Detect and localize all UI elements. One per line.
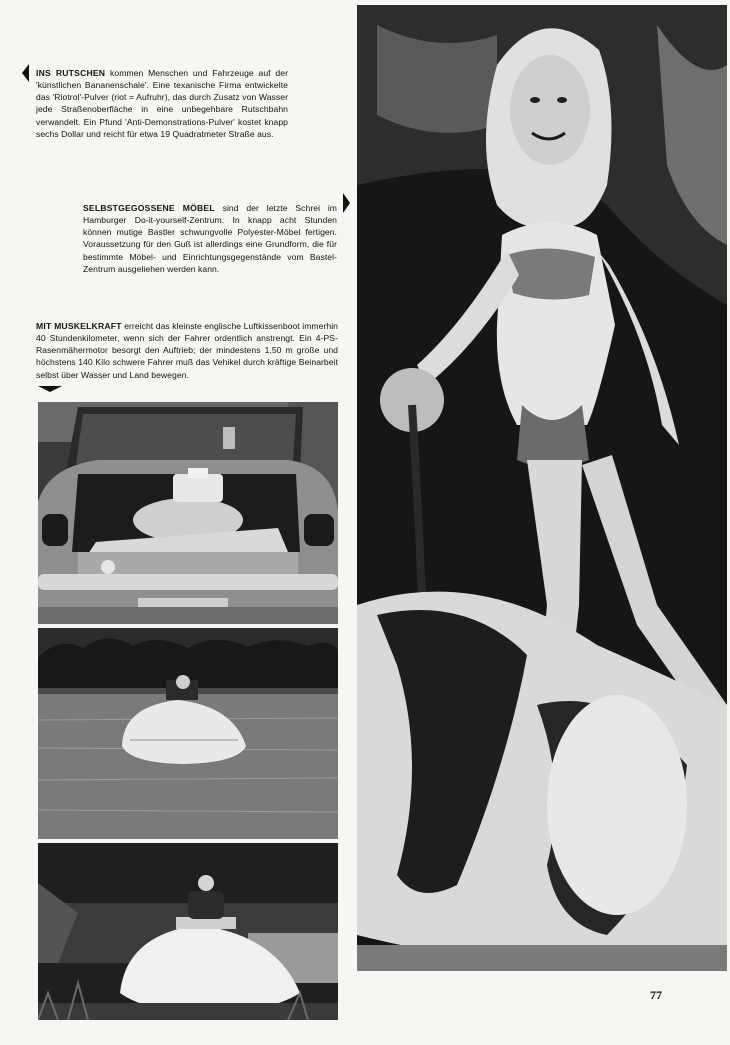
caption-moebel-lead: SELBSTGEGOSSENE MÖBEL: [83, 202, 215, 213]
caption-luftkissenboot-lead: MIT MUSKELKRAFT: [36, 320, 122, 331]
page-number: 77: [650, 988, 662, 1002]
caption-moebel-body: sind der letzte Schrei im Hamburger Do-it-yourself-Zentrum. In knapp acht Stunden können mutige Bastler schwungvolle Polyester-Möbel fertigen. Voraussetzung für den Guß ist allerdings eine Grundform, die für bestimmte Möbel- und Einrichtungsgegenstände vom Bastel-Zentrum ausgeliehen werden kann.: [83, 202, 337, 275]
caption-riotrol-lead: INS RUTSCHEN: [36, 67, 106, 78]
caption-riotrol: [36, 67, 288, 141]
arrow-down-icon: [38, 386, 62, 392]
photo-model-pouring-polyester: [357, 5, 727, 971]
caption-riotrol-body: kommen Menschen und Fahrzeuge auf der 'künstlichen Bananenschale'. Eine texanische Firma entwickelte das 'Riotrol'-Pulver (riot = Aufruhr), das durch Zusatz von Wasser jede Straßenoberfläche in eine unbegehbare Rutschbahn verwandelt. Ein Pfund 'Anti-Demonstrations-Pulver' kostet knapp sechs Dollar und reicht für etwa 19 Quadratmeter Straße aus.: [36, 67, 288, 140]
caption-luftkissenboot: [36, 320, 338, 381]
caption-luftkissenboot-body: erreicht das kleinste englische Luftkissenboot immerhin 40 Stundenkilometer, wenn sich der Fahrer ordentlich anstrengt. Ein 4-PS-Rasenmähermotor besorgt den Auftrieb; der mindestens 1,50 m große und höchstens 140 Kilo schwere Fahrer muß das Vehikel durch kräftige Beinarbeit selbst über Wasser und Land bewegen.: [36, 320, 338, 380]
photo-hovercraft-on-lake: [38, 628, 338, 839]
photo-hovercraft-on-shore: [38, 843, 338, 1020]
caption-moebel: [83, 202, 337, 276]
photo-hovercraft-in-car-trunk: [38, 402, 338, 624]
arrow-right-icon: [343, 193, 350, 213]
arrow-left-icon: [22, 64, 29, 82]
